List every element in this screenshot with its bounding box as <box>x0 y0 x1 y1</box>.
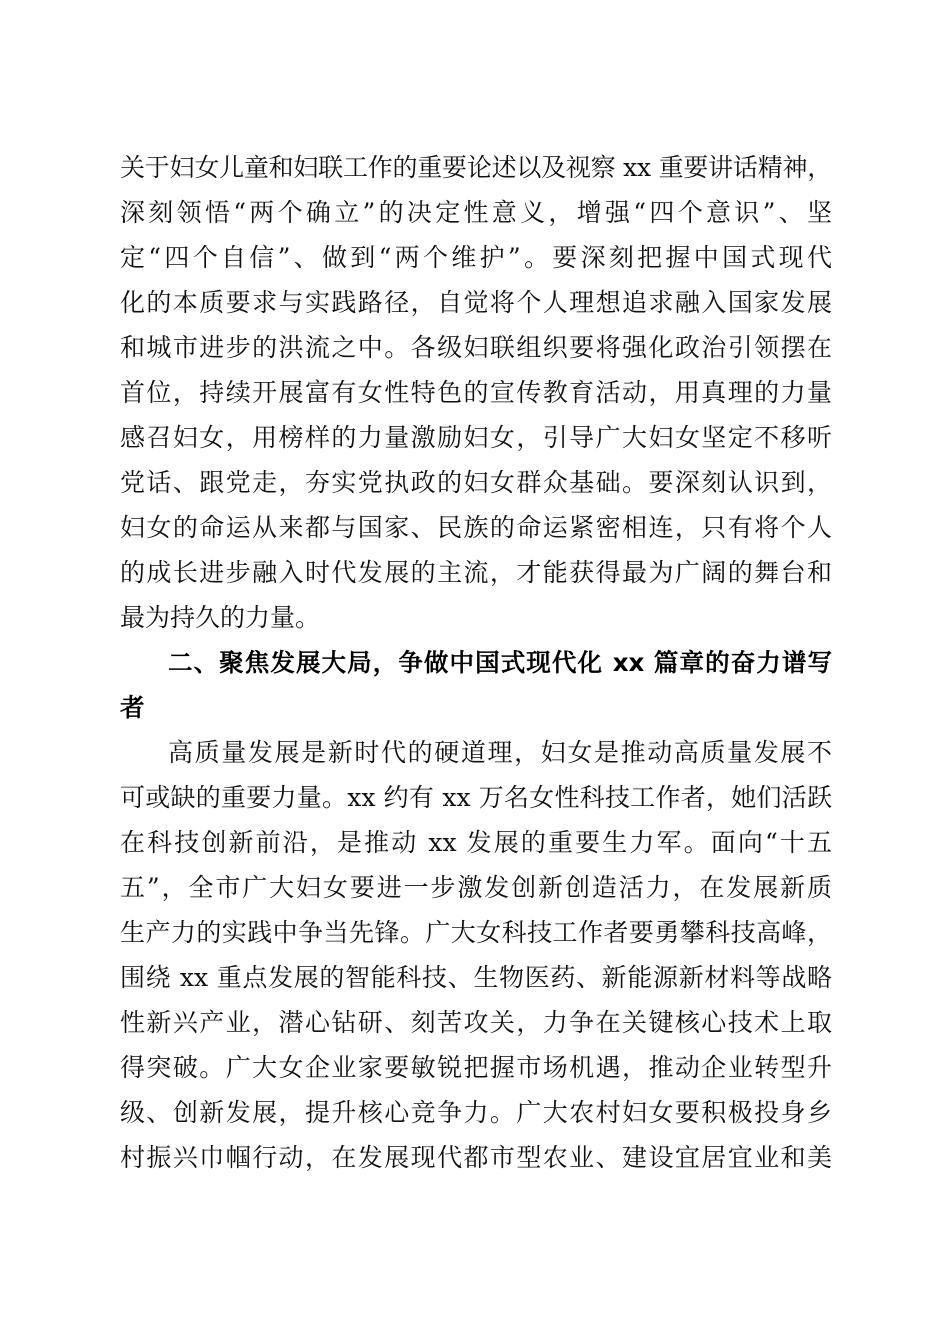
paragraph-1-line-1: 关于妇女儿童和妇联工作的重要论述以及视察 xx 重要讲话精神， <box>120 153 832 182</box>
paragraph-2-line-5: 生产力的实践中争当先锋。广大女科技工作者要勇攀科技高峰， <box>120 918 832 947</box>
paragraph-2-line-1: 高质量发展是新时代的硬道理，妇女是推动高质量发展不 <box>168 738 832 767</box>
paragraph-1-line-7: 感召妇女，用榜样的力量激励妇女，引导广大妇女坚定不移听 <box>120 423 832 452</box>
paragraph-2-line-4: 五”，全市广大妇女要进一步激发创新创造活力，在发展新质 <box>120 873 832 902</box>
paragraph-2-line-9: 级、创新发展，提升核心竞争力。广大农村妇女要积极投身乡 <box>120 1098 832 1127</box>
section-heading-line-1: 二、聚焦发展大局，争做中国式现代化 xx 篇章的奋力谱写 <box>168 648 832 677</box>
paragraph-2-line-6: 围绕 xx 重点发展的智能科技、生物医药、新能源新材料等战略 <box>120 963 832 992</box>
paragraph-1-line-4: 化的本质要求与实践路径，自觉将个人理想追求融入国家发展 <box>120 288 832 317</box>
paragraph-2-line-7: 性新兴产业，潜心钻研、刻苦攻关，力争在关键核心技术上取 <box>120 1008 832 1037</box>
paragraph-1-line-6: 首位，持续开展富有女性特色的宣传教育活动，用真理的力量 <box>120 378 832 407</box>
paragraph-1-line-10: 的成长进步融入时代发展的主流，才能获得最为广阔的舞台和 <box>120 558 832 587</box>
paragraph-2-line-3: 在科技创新前沿，是推动 xx 发展的重要生力军。面向“十五 <box>120 828 832 857</box>
paragraph-2-line-2: 可或缺的重要力量。xx 约有 xx 万名女性科技工作者，她们活跃 <box>120 783 832 812</box>
paragraph-1-line-8: 党话、跟党走，夯实党执政的妇女群众基础。要深刻认识到， <box>120 468 832 497</box>
paragraph-1-line-3: 定“四个自信”、做到“两个维护”。要深刻把握中国式现代 <box>120 243 832 272</box>
paragraph-1-line-9: 妇女的命运从来都与国家、民族的命运紧密相连，只有将个人 <box>120 513 832 542</box>
paragraph-2-line-10: 村振兴巾帼行动，在发展现代都市型农业、建设宜居宜业和美 <box>120 1143 832 1172</box>
paragraph-1-line-5: 和城市进步的洪流之中。各级妇联组织要将强化政治引领摆在 <box>120 333 832 362</box>
section-heading-line-2: 者 <box>120 693 145 722</box>
paragraph-2-line-8: 得突破。广大女企业家要敏锐把握市场机遇，推动企业转型升 <box>120 1053 832 1082</box>
paragraph-1-line-2: 深刻领悟“两个确立”的决定性意义，增强“四个意识”、坚 <box>120 198 832 227</box>
paragraph-1-line-11: 最为持久的力量。 <box>120 603 321 632</box>
